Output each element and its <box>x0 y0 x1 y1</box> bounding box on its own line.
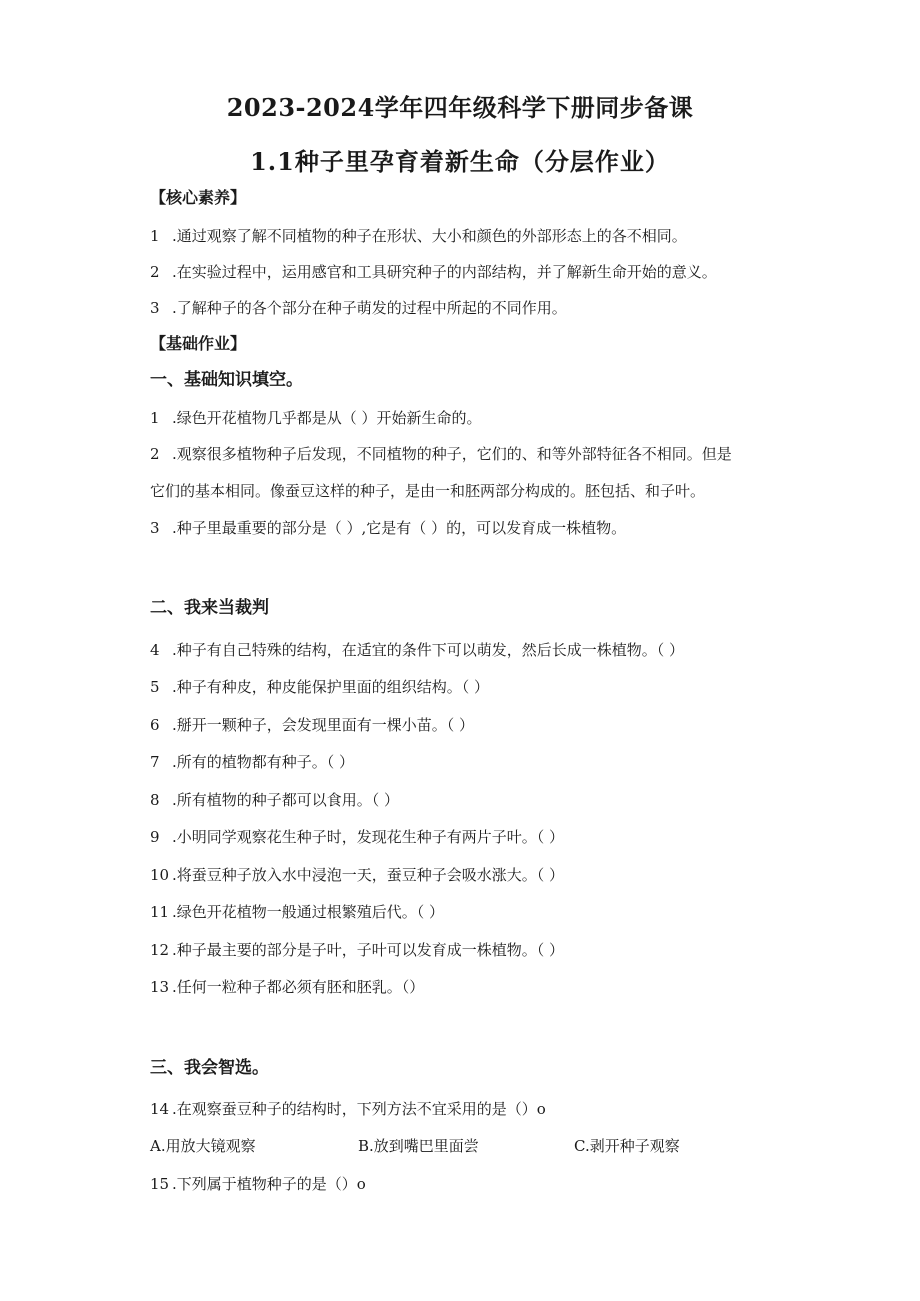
question-item <box>150 1099 546 1119</box>
section-title-fill-in: 一、基础知识填空。 <box>150 370 303 390</box>
item-number: 3 <box>150 299 160 317</box>
core-item <box>150 298 567 318</box>
item-number: 1 <box>150 227 160 245</box>
question-item <box>150 640 684 660</box>
item-number: 2 <box>150 263 160 281</box>
question-text: .在观察蚕豆种子的结构时，下列方法不宜采用的是（）o <box>172 1100 546 1118</box>
core-heading: 【核心素养】 <box>150 188 247 207</box>
question-text: .所有植物的种子都可以食用。（ ） <box>172 791 400 809</box>
item-text: .在实验过程中，运用感官和工具研究种子的内部结构，并了解新生命开始的意义。 <box>172 263 717 281</box>
question-number: 5 <box>150 678 160 696</box>
question-number: 14 <box>150 1100 170 1118</box>
question-text: .小明同学观察花生种子时，发现花生种子有两片子叶。（ ） <box>172 828 565 846</box>
question-item <box>150 752 354 772</box>
question-number: 1 <box>150 409 160 427</box>
item-text: .通过观察了解不同植物的种子在形状、大小和颜色的外部形态上的各不相同。 <box>172 227 687 245</box>
question-item <box>150 408 482 428</box>
document-subtitle: 1.1种子里孕育着新生命（分层作业） <box>250 147 670 176</box>
question-number: 6 <box>150 716 160 734</box>
question-text: .掰开一颗种子，会发现里面有一棵小苗。（ ） <box>172 716 475 734</box>
question-text: .将蚕豆种子放入水中浸泡一天，蚕豆种子会吸水涨大。（ ） <box>172 866 565 884</box>
question-text: .种子有种皮，种皮能保护里面的组织结构。（ ） <box>172 678 490 696</box>
option-b: B.放到嘴巴里面尝 <box>358 1137 479 1155</box>
question-number: 3 <box>150 519 160 537</box>
basic-heading: 【基础作业】 <box>150 334 247 353</box>
question-number: 2 <box>150 445 160 463</box>
question-item <box>150 518 626 538</box>
question-text: .种子最主要的部分是子叶，子叶可以发育成一株植物。（ ） <box>172 941 565 959</box>
question-text: .种子里最重要的部分是（ ）,它是有（ ）的，可以发育成一株植物。 <box>172 519 627 537</box>
question-number: 8 <box>150 791 160 809</box>
question-number: 11 <box>150 903 170 921</box>
option-c: C.剥开种子观察 <box>574 1137 680 1155</box>
question-item <box>150 902 444 922</box>
question-item <box>150 715 474 735</box>
question-number: 12 <box>150 941 170 959</box>
question-item <box>150 790 399 810</box>
question-item <box>150 940 564 960</box>
question-item-continued <box>150 481 705 501</box>
question-item <box>150 444 732 464</box>
question-text: 它们的基本相同。像蚕豆这样的种子，是由一和胚两部分构成的。胚包括、和子叶。 <box>150 482 706 500</box>
question-number: 9 <box>150 828 160 846</box>
question-number: 4 <box>150 641 160 659</box>
question-item <box>150 827 564 847</box>
question-item <box>150 865 564 885</box>
question-text: .绿色开花植物几乎都是从（ ）开始新生命的。 <box>172 409 482 427</box>
item-text: .了解种子的各个部分在种子萌发的过程中所起的不同作用。 <box>172 299 567 317</box>
core-item <box>150 262 717 282</box>
section-title-judge: 二、我来当裁判 <box>150 598 269 618</box>
document-title: 2023-2024学年四年级科学下册同步备课 <box>226 93 694 122</box>
question-text: .下列属于植物种子的是（）o <box>172 1175 366 1193</box>
option-a: A.用放大镜观察 <box>150 1137 256 1155</box>
section-title-choice: 三、我会智选。 <box>150 1058 269 1078</box>
question-text: .观察很多植物种子后发现，不同植物的种子，它们的、和等外部特征各不相同。但是 <box>172 445 732 463</box>
question-item <box>150 977 424 997</box>
question-number: 7 <box>150 753 160 771</box>
question-number: 10 <box>150 866 170 884</box>
question-text: .种子有自己特殊的结构，在适宜的条件下可以萌发，然后长成一株植物。（ ） <box>172 641 685 659</box>
question-number: 13 <box>150 978 170 996</box>
question-text: .任何一粒种子都必须有胚和胚乳。（） <box>172 978 425 996</box>
question-text: .绿色开花植物一般通过根繁殖后代。（ ） <box>172 903 445 921</box>
question-item <box>150 677 489 697</box>
question-item <box>150 1174 366 1194</box>
question-text: .所有的植物都有种子。（ ） <box>172 753 355 771</box>
question-number: 15 <box>150 1175 170 1193</box>
core-item <box>150 226 687 246</box>
